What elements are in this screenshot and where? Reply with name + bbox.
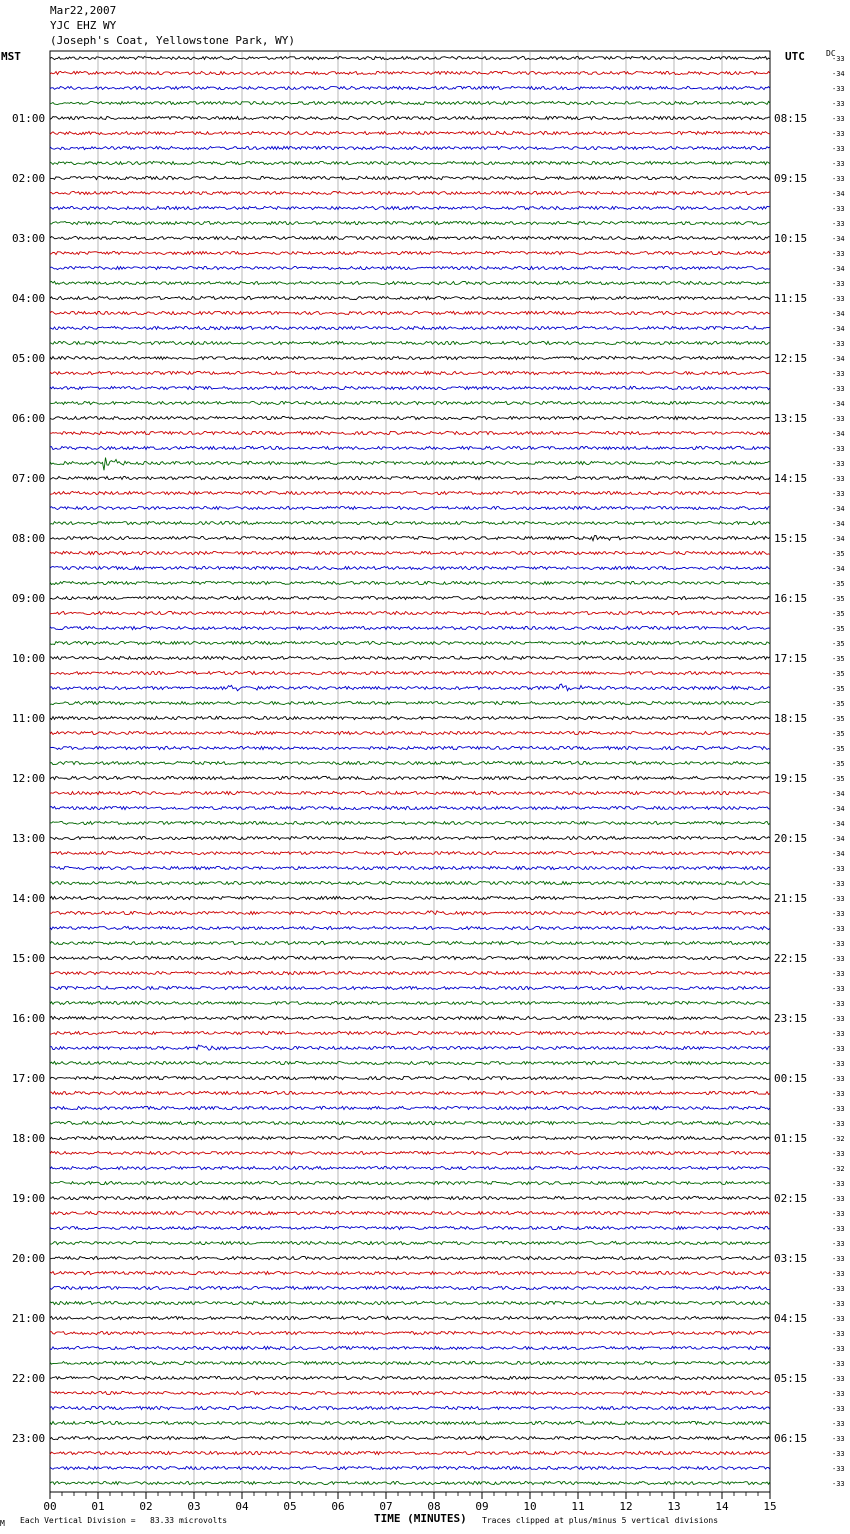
right-hour-label: 03:15 — [774, 1252, 808, 1265]
right-timezone-label: UTC — [785, 50, 805, 63]
right-hour-label: 08:15 — [774, 112, 808, 125]
seismic-trace — [50, 176, 770, 179]
left-hour-label: 02:00 — [12, 172, 46, 185]
right-hour-label: 21:15 — [774, 892, 808, 905]
dc-offset-label: -33 — [832, 280, 845, 288]
seismic-trace — [50, 1346, 770, 1349]
dc-offset-label: -34 — [832, 820, 845, 828]
seismic-trace — [50, 131, 770, 134]
seismic-trace — [50, 1211, 770, 1214]
seismic-trace — [50, 1121, 770, 1124]
seismic-trace — [50, 206, 770, 209]
x-tick-label: 06 — [331, 1500, 345, 1513]
left-hour-label: 07:00 — [12, 472, 46, 485]
dc-offset-label: -33 — [832, 925, 845, 933]
dc-offset-label: -33 — [832, 1360, 845, 1368]
right-hour-label: 04:15 — [774, 1312, 808, 1325]
dc-offset-label: -33 — [832, 475, 845, 483]
seismic-trace — [50, 116, 770, 119]
seismic-trace — [50, 806, 770, 809]
dc-offset-label: -33 — [832, 370, 845, 378]
dc-offset-label: -33 — [832, 1060, 845, 1068]
station-code: YJC EHZ WY — [50, 19, 117, 32]
dc-offset-label: -33 — [832, 1225, 845, 1233]
seismic-trace — [50, 356, 770, 359]
dc-offset-label: -34 — [832, 355, 845, 363]
seismic-trace — [50, 566, 770, 569]
dc-offset-label: -35 — [832, 550, 845, 558]
seismic-trace — [50, 281, 770, 284]
dc-offset-label: -34 — [832, 535, 845, 543]
dc-offset-label: -33 — [832, 85, 845, 93]
left-hour-label: 15:00 — [12, 952, 46, 965]
dc-offset-label: -33 — [832, 490, 845, 498]
right-hour-label: 00:15 — [774, 1072, 808, 1085]
right-hour-label: 06:15 — [774, 1432, 808, 1445]
seismic-trace — [50, 1076, 770, 1079]
left-hour-label: 01:00 — [12, 112, 46, 125]
seismic-trace — [50, 1361, 770, 1364]
right-hour-label: 05:15 — [774, 1372, 808, 1385]
seismic-trace — [50, 1286, 770, 1289]
x-tick-label: 00 — [43, 1500, 57, 1513]
left-hour-label: 20:00 — [12, 1252, 46, 1265]
seismic-trace — [50, 791, 770, 794]
seismic-trace — [50, 1301, 770, 1304]
dc-offset-label: -33 — [832, 115, 845, 123]
dc-offset-label: -35 — [832, 640, 845, 648]
x-axis-title: TIME (MINUTES) — [374, 1512, 467, 1525]
seismic-trace — [50, 1166, 770, 1169]
x-tick-label: 08 — [427, 1500, 441, 1513]
seismic-trace — [50, 71, 770, 74]
seismic-trace — [50, 101, 770, 104]
dc-offset-label: -33 — [832, 1480, 845, 1488]
x-tick-label: 02 — [139, 1500, 153, 1513]
seismic-trace — [50, 536, 770, 541]
seismic-trace — [50, 896, 770, 899]
seismic-trace — [50, 1061, 770, 1064]
seismic-trace — [50, 731, 770, 734]
dc-offset-label: -34 — [832, 520, 845, 528]
seismic-trace — [50, 251, 770, 254]
seismic-trace — [50, 1226, 770, 1229]
left-hour-label: 19:00 — [12, 1192, 46, 1205]
seismic-trace — [50, 626, 770, 629]
dc-offset-label: -33 — [832, 340, 845, 348]
seismic-trace — [50, 1376, 770, 1379]
right-hour-label: 14:15 — [774, 472, 808, 485]
seismic-trace — [50, 236, 770, 239]
seismic-trace — [50, 1481, 770, 1484]
dc-offset-label: -35 — [832, 595, 845, 603]
seismic-trace — [50, 776, 770, 779]
dc-offset-label: -33 — [832, 100, 845, 108]
dc-offset-label: -33 — [832, 205, 845, 213]
left-hour-label: 11:00 — [12, 712, 46, 725]
left-hour-label: 10:00 — [12, 652, 46, 665]
dc-offset-label: -33 — [832, 445, 845, 453]
x-tick-label: 10 — [523, 1500, 537, 1513]
left-hour-label: 08:00 — [12, 532, 46, 545]
seismic-trace — [50, 1316, 770, 1319]
clip-note: Traces clipped at plus/minus 5 vertical divisions — [482, 1516, 719, 1525]
x-tick-label: 05 — [283, 1500, 297, 1513]
dc-offset-label: -33 — [832, 1180, 845, 1188]
dc-offset-label: -34 — [832, 190, 845, 198]
dc-offset-label: -33 — [832, 970, 845, 978]
seismic-trace — [50, 956, 770, 959]
dc-offset-label: -33 — [832, 1195, 845, 1203]
dc-offset-label: -33 — [832, 1450, 845, 1458]
seismic-trace — [50, 458, 770, 471]
seismic-trace — [50, 911, 770, 915]
seismic-trace — [50, 821, 770, 824]
seismic-trace — [50, 311, 770, 314]
seismic-trace — [50, 746, 770, 749]
dc-offset-label: -33 — [832, 1330, 845, 1338]
seismic-trace — [50, 926, 770, 929]
seismic-trace — [50, 1196, 770, 1199]
dc-offset-label: -33 — [832, 55, 845, 63]
dc-offset-label: -34 — [832, 505, 845, 513]
seismic-trace — [50, 1421, 770, 1424]
dc-offset-label: -34 — [832, 265, 845, 273]
dc-offset-label: -33 — [832, 385, 845, 393]
seismic-trace — [50, 476, 770, 479]
right-hour-label: 22:15 — [774, 952, 808, 965]
dc-offset-label: -34 — [832, 70, 845, 78]
right-hour-label: 11:15 — [774, 292, 808, 305]
seismic-trace — [50, 836, 770, 839]
dc-offset-label: -33 — [832, 460, 845, 468]
dc-offset-label: -34 — [832, 325, 845, 333]
dc-offset-label: -33 — [832, 1075, 845, 1083]
dc-offset-label: -34 — [832, 310, 845, 318]
left-hour-label: 18:00 — [12, 1132, 46, 1145]
right-hour-label: 16:15 — [774, 592, 808, 605]
dc-offset-label: -33 — [832, 1105, 845, 1113]
seismic-trace — [50, 881, 770, 884]
x-tick-label: 04 — [235, 1500, 249, 1513]
seismic-trace — [50, 716, 770, 719]
seismic-trace — [50, 506, 770, 509]
dc-offset-label: -35 — [832, 775, 845, 783]
seismic-trace — [50, 521, 770, 524]
dc-offset-label: -33 — [832, 1030, 845, 1038]
seismic-trace — [50, 656, 770, 659]
right-hour-label: 12:15 — [774, 352, 808, 365]
seismic-trace — [50, 1151, 770, 1154]
dc-offset-label: -34 — [832, 400, 845, 408]
seismic-trace — [50, 56, 770, 59]
seismic-trace — [50, 296, 770, 299]
seismic-trace — [50, 1241, 770, 1244]
scale-note: Each Vertical Division = 83.33 microvolts — [20, 1516, 228, 1525]
dc-offset-label: -33 — [832, 220, 845, 228]
dc-offset-label: -32 — [832, 1165, 845, 1173]
left-timezone-label: MST — [1, 50, 21, 63]
left-hour-label: 03:00 — [12, 232, 46, 245]
right-hour-label: 19:15 — [774, 772, 808, 785]
seismic-trace — [50, 1406, 770, 1409]
dc-offset-label: -33 — [832, 1000, 845, 1008]
seismic-trace — [50, 221, 770, 224]
dc-offset-label: -35 — [832, 625, 845, 633]
right-hour-label: 15:15 — [774, 532, 808, 545]
right-hour-label: 10:15 — [774, 232, 808, 245]
seismic-trace — [50, 1436, 770, 1439]
seismic-trace — [50, 611, 770, 614]
dc-offset-label: -33 — [832, 1420, 845, 1428]
seismic-trace — [50, 86, 770, 89]
dc-offset-label: -33 — [832, 1015, 845, 1023]
dc-offset-label: -35 — [832, 670, 845, 678]
seismic-trace — [50, 146, 770, 149]
dc-offset-label: -33 — [832, 160, 845, 168]
dc-offset-label: -32 — [832, 1135, 845, 1143]
seismic-trace — [50, 941, 770, 944]
seismic-trace — [50, 191, 770, 194]
seismic-trace — [50, 266, 770, 269]
dc-offset-label: -33 — [832, 1435, 845, 1443]
left-hour-label: 04:00 — [12, 292, 46, 305]
dc-offset-label: -33 — [832, 1285, 845, 1293]
right-hour-label: 18:15 — [774, 712, 808, 725]
seismic-trace — [50, 641, 770, 644]
seismic-trace — [50, 1031, 770, 1034]
seismic-trace — [50, 684, 770, 691]
dc-offset-label: -33 — [832, 1345, 845, 1353]
dc-offset-label: -34 — [832, 430, 845, 438]
x-tick-label: 07 — [379, 1500, 393, 1513]
dc-offset-label: -33 — [832, 1090, 845, 1098]
dc-offset-label: -33 — [832, 415, 845, 423]
right-hour-label: 02:15 — [774, 1192, 808, 1205]
dc-offset-label: -33 — [832, 940, 845, 948]
dc-offset-label: -34 — [832, 790, 845, 798]
dc-offset-label: -33 — [832, 865, 845, 873]
dc-offset-label: -33 — [832, 880, 845, 888]
x-tick-label: 03 — [187, 1500, 201, 1513]
seismic-trace — [50, 1091, 770, 1094]
dc-offset-label: -34 — [832, 850, 845, 858]
seismic-trace — [50, 1106, 770, 1109]
seismic-trace — [50, 326, 770, 329]
x-tick-label: 11 — [571, 1500, 585, 1513]
seismic-trace — [50, 761, 770, 764]
dc-offset-label: -34 — [832, 235, 845, 243]
dc-offset-label: -33 — [832, 1375, 845, 1383]
dc-offset-label: -35 — [832, 745, 845, 753]
left-hour-label: 09:00 — [12, 592, 46, 605]
dc-offset-label: -34 — [832, 835, 845, 843]
left-hour-label: 13:00 — [12, 832, 46, 845]
dc-offset-label: -33 — [832, 985, 845, 993]
seismic-trace — [50, 446, 770, 449]
dc-offset-label: -33 — [832, 1465, 845, 1473]
x-tick-label: 09 — [475, 1500, 489, 1513]
left-hour-label: 21:00 — [12, 1312, 46, 1325]
seismic-trace — [50, 1181, 770, 1184]
seismic-trace — [50, 161, 770, 164]
left-hour-label: 17:00 — [12, 1072, 46, 1085]
seismic-trace — [50, 581, 770, 584]
seismic-trace — [50, 371, 770, 374]
seismic-trace — [50, 851, 770, 854]
dc-offset-label: -33 — [832, 1150, 845, 1158]
right-hour-label: 09:15 — [774, 172, 808, 185]
left-hour-label: 14:00 — [12, 892, 46, 905]
dc-offset-label: -33 — [832, 1315, 845, 1323]
dc-offset-label: -33 — [832, 1210, 845, 1218]
left-hour-label: 12:00 — [12, 772, 46, 785]
seismic-trace — [50, 986, 770, 989]
dc-offset-label: -35 — [832, 760, 845, 768]
dc-offset-label: -35 — [832, 730, 845, 738]
seismic-trace — [50, 416, 770, 419]
dc-offset-label: -33 — [832, 1270, 845, 1278]
dc-offset-label: -35 — [832, 610, 845, 618]
seismic-trace — [50, 401, 770, 404]
seismic-trace — [50, 1136, 770, 1139]
x-tick-label: 01 — [91, 1500, 105, 1513]
dc-offset-label: -33 — [832, 175, 845, 183]
dc-offset-label: -34 — [832, 805, 845, 813]
seismic-trace — [50, 431, 770, 434]
seismic-trace — [50, 701, 770, 704]
seismic-trace — [50, 1256, 770, 1259]
dc-offset-label: -33 — [832, 250, 845, 258]
dc-offset-label: -35 — [832, 700, 845, 708]
dc-offset-label: -33 — [832, 130, 845, 138]
dc-offset-label: -33 — [832, 910, 845, 918]
dc-offset-label: -34 — [832, 565, 845, 573]
right-hour-label: 17:15 — [774, 652, 808, 665]
seismic-trace — [50, 1016, 770, 1019]
dc-offset-label: -33 — [832, 295, 845, 303]
left-hour-label: 16:00 — [12, 1012, 46, 1025]
seismic-trace — [50, 1466, 770, 1469]
dc-offset-header: DC — [826, 49, 836, 58]
dc-offset-label: -33 — [832, 1300, 845, 1308]
dc-offset-label: -33 — [832, 1240, 845, 1248]
seismic-trace — [50, 386, 770, 389]
x-tick-label: 15 — [763, 1500, 777, 1513]
left-hour-label: 23:00 — [12, 1432, 46, 1445]
dc-offset-label: -33 — [832, 1120, 845, 1128]
x-tick-label: 14 — [715, 1500, 729, 1513]
seismic-trace — [50, 866, 770, 869]
dc-offset-label: -35 — [832, 715, 845, 723]
seismic-trace — [50, 1045, 770, 1050]
dc-offset-label: -35 — [832, 685, 845, 693]
left-hour-label: 22:00 — [12, 1372, 46, 1385]
right-hour-label: 20:15 — [774, 832, 808, 845]
plot-date: Mar22,2007 — [50, 4, 117, 17]
right-hour-label: 01:15 — [774, 1132, 808, 1145]
left-hour-label: 06:00 — [12, 412, 46, 425]
station-location: (Joseph's Coat, Yellowstone Park, WY) — [50, 34, 296, 47]
right-hour-label: 13:15 — [774, 412, 808, 425]
seismic-trace — [50, 491, 770, 494]
seismic-trace — [50, 671, 770, 674]
dc-offset-label: -33 — [832, 1255, 845, 1263]
seismic-trace — [50, 551, 770, 554]
seismic-trace — [50, 1001, 770, 1004]
dc-offset-label: -33 — [832, 1390, 845, 1398]
left-hour-label: 05:00 — [12, 352, 46, 365]
seismic-trace — [50, 971, 770, 974]
dc-offset-label: -35 — [832, 655, 845, 663]
seismic-trace — [50, 1331, 770, 1334]
seismic-trace — [50, 596, 770, 599]
dc-offset-label: -35 — [832, 580, 845, 588]
seismic-trace — [50, 1451, 770, 1454]
dc-offset-label: -33 — [832, 1405, 845, 1413]
corner-mark: M — [0, 1519, 5, 1528]
dc-offset-label: -33 — [832, 1045, 845, 1053]
seismic-trace — [50, 341, 770, 344]
seismic-trace — [50, 1271, 770, 1274]
dc-offset-label: -33 — [832, 145, 845, 153]
x-tick-label: 13 — [667, 1500, 681, 1513]
x-tick-label: 12 — [619, 1500, 633, 1513]
dc-offset-label: -33 — [832, 895, 845, 903]
seismic-trace — [50, 1391, 770, 1394]
dc-offset-label: -33 — [832, 955, 845, 963]
right-hour-label: 23:15 — [774, 1012, 808, 1025]
